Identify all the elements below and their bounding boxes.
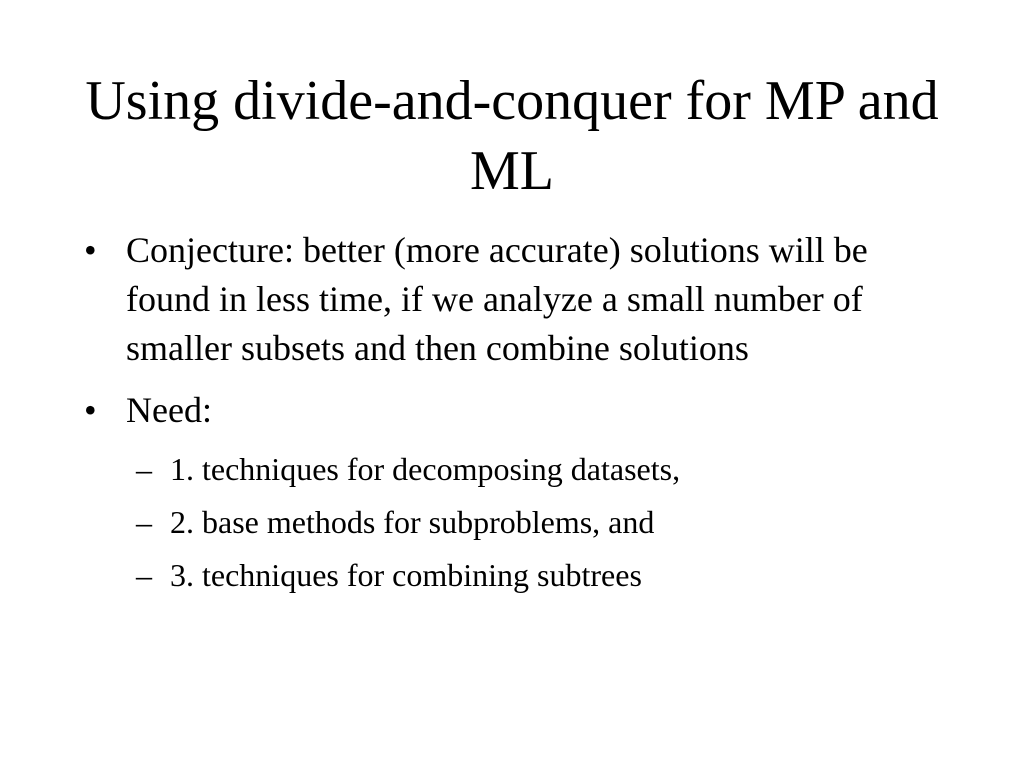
subbullet-item [80, 554, 960, 597]
bullet-need [80, 386, 960, 435]
subbullet-item [80, 501, 960, 544]
bullet-marker: • [84, 230, 97, 270]
subbullet-text: 3. techniques for combining subtrees [170, 557, 642, 593]
subbullet-text: 1. techniques for decomposing datasets, [170, 451, 681, 487]
bullet-text: Need: [126, 390, 212, 430]
slide-title: Using divide-and-conquer for MP and ML [85, 70, 939, 202]
subbullet-text: 2. base methods for subproblems, and [170, 504, 655, 540]
bullet-conjecture [80, 226, 960, 373]
need-subbullets [80, 448, 960, 597]
subbullet-item [80, 448, 960, 491]
subbullet-marker: – [136, 504, 152, 540]
slide-body [80, 226, 960, 607]
bullet-text: Conjecture: better (more accurate) solutions will be found in less time, if we analyze a small number of smaller subsets and then combine solutions [126, 230, 868, 368]
subbullet-marker: – [136, 451, 152, 487]
subbullet-marker: – [136, 557, 152, 593]
bullet-marker: • [84, 390, 97, 430]
